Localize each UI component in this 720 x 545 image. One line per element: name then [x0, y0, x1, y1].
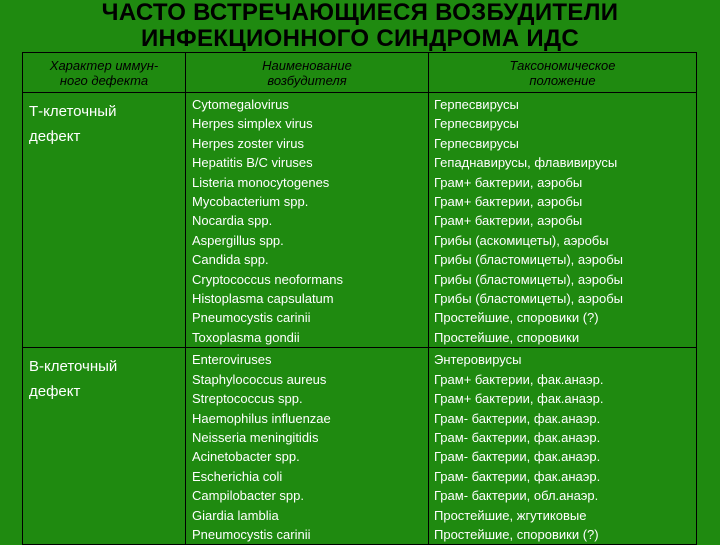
pathogen-name: Mycobacterium spp.	[192, 194, 309, 210]
defect-type-label: Т-клеточный	[29, 103, 117, 120]
table-header-row	[23, 53, 697, 93]
pathogen-name: Candida spp.	[192, 252, 269, 268]
taxonomy-entry: Грам+ бактерии, аэробы	[434, 194, 583, 210]
taxonomy-entry: Грам+ бактерии, аэробы	[434, 213, 583, 229]
taxonomy-entry: Грам- бактерии, фак.анаэр.	[434, 468, 601, 484]
pathogen-name: Staphylococcus aureus	[192, 371, 327, 387]
taxonomy-entry: Грам- бактерии, фак.анаэр.	[434, 429, 601, 445]
taxonomy-list-cell	[429, 348, 697, 545]
taxonomy-entry: Простейшие, жгутиковые	[434, 507, 587, 523]
pathogen-name: Streptococcus spp.	[192, 391, 303, 407]
pathogen-name: Neisseria meningitidis	[192, 429, 319, 445]
taxonomy-entry: Гепаднавирусы, флавивирусы	[434, 155, 618, 171]
pathogen-name: Acinetobacter spp.	[192, 449, 300, 465]
taxonomy-entry: Герпесвирусы	[434, 97, 519, 112]
defect-type-cell	[23, 93, 186, 348]
pathogen-name: Pneumocystis carinii	[192, 310, 311, 326]
pathogen-name: Nocardia spp.	[192, 213, 273, 229]
pathogen-name: Enteroviruses	[192, 352, 272, 368]
pathogen-name: Hepatitis B/C viruses	[192, 155, 313, 171]
pathogen-name: Histoplasma capsulatum	[192, 291, 334, 307]
pathogen-name: Cryptococcus neoformans	[192, 271, 344, 287]
pathogen-list-cell	[186, 348, 429, 545]
pathogen-name: Herpes simplex virus	[192, 116, 313, 132]
taxonomy-entry: Простейшие, споровики (?)	[434, 526, 599, 542]
taxonomy-entry: Герпесвирусы	[434, 135, 519, 151]
header-pathogen-name	[186, 53, 429, 93]
table-row	[23, 93, 697, 348]
pathogen-name: Giardia lamblia	[192, 507, 279, 523]
taxonomy-entry: Простейшие, споровики (?)	[434, 310, 599, 326]
taxonomy-entry: Грам+ бактерии, аэробы	[434, 174, 583, 190]
taxonomy-entry: Грам- бактерии, фак.анаэр.	[434, 449, 601, 465]
pathogen-name: Campilobacter spp.	[192, 488, 304, 504]
taxonomy-list-cell	[429, 93, 697, 348]
header-taxonomy-line2: положение	[529, 72, 596, 88]
taxonomy-entry: Грам+ бактерии, фак.анаэр.	[434, 371, 604, 387]
taxonomy-entry: Герпесвирусы	[434, 116, 519, 132]
slide-title-line1: ЧАСТО ВСТРЕЧАЮЩИЕСЯ ВОЗБУДИТЕЛИ	[101, 0, 619, 26]
pathogen-name: Herpes zoster virus	[192, 135, 304, 151]
taxonomy-entry: Грам- бактерии, фак.анаэр.	[434, 410, 601, 426]
taxonomy-entry: Грибы (бластомицеты), аэробы	[434, 291, 624, 307]
taxonomy-entry: Энтеровирусы	[434, 352, 522, 368]
taxonomy-entry: Простейшие, споровики	[434, 329, 580, 345]
taxonomy-entry: Грам- бактерии, обл.анаэр.	[434, 488, 599, 504]
slide-title-line2: ИНФЕКЦИОННОГО СИНДРОМА ИДС	[141, 25, 579, 52]
taxonomy-entry: Грибы (аскомицеты), аэробы	[434, 232, 609, 248]
taxonomy-entry: Грибы (бластомицеты), аэробы	[434, 271, 624, 287]
header-defect-line1: Характер иммун-	[49, 57, 159, 73]
defect-type-cell	[23, 348, 186, 545]
pathogen-name: Listeria monocytogenes	[192, 174, 330, 190]
defect-type-label: дефект	[29, 128, 81, 145]
pathogen-name: Haemophilus influenzae	[192, 410, 331, 426]
pathogen-table	[22, 52, 697, 545]
header-defect-type	[23, 53, 186, 93]
pathogen-name: Pneumocystis carinii	[192, 526, 311, 542]
header-taxonomy-line1: Таксономическое	[509, 57, 616, 73]
pathogen-list-cell	[186, 93, 429, 348]
defect-type-label: В-клеточный	[29, 358, 118, 376]
pathogen-name: Escherichia coli	[192, 468, 283, 484]
pathogen-name: Cytomegalovirus	[192, 97, 289, 112]
slide-title	[0, 0, 720, 52]
header-pathogen-line2: возбудителя	[267, 72, 347, 88]
header-pathogen-line1: Наименование	[262, 57, 352, 73]
header-defect-line2: ного дефекта	[59, 72, 149, 88]
taxonomy-entry: Грам+ бактерии, фак.анаэр.	[434, 391, 604, 407]
table-row	[23, 348, 697, 545]
taxonomy-entry: Грибы (бластомицеты), аэробы	[434, 252, 624, 268]
pathogen-name: Aspergillus spp.	[192, 232, 284, 248]
pathogen-name: Toxoplasma gondii	[192, 329, 300, 345]
header-taxonomy	[429, 53, 697, 93]
defect-type-label: дефект	[29, 383, 81, 401]
